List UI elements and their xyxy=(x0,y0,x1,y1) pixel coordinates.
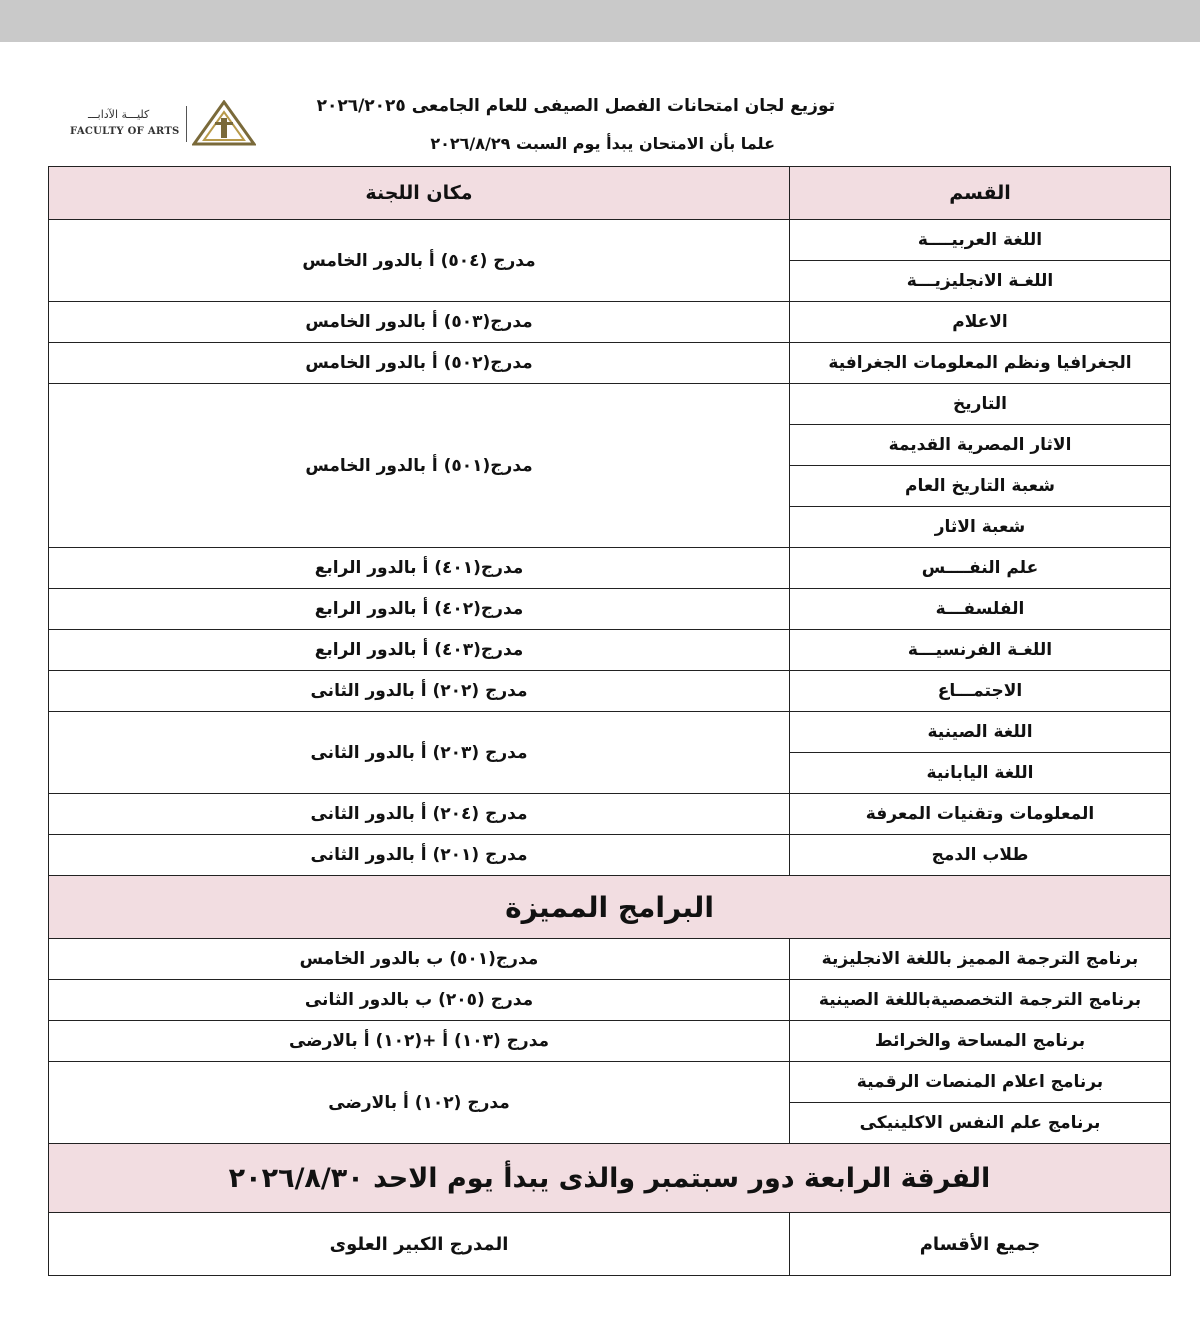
program-cell: برنامج المساحة والخرائط xyxy=(790,1021,1171,1062)
place-cell: مدرج (١٠٣) أ +(١٠٢) أ بالارضى xyxy=(49,1021,790,1062)
department-cell: اللغـة الفرنسيـــة xyxy=(790,630,1171,671)
section-row-fourth-year xyxy=(49,1144,1171,1213)
table-row xyxy=(49,589,1171,630)
faculty-emblem-icon xyxy=(192,100,256,148)
table-row xyxy=(49,712,1171,753)
table-row xyxy=(49,343,1171,384)
program-cell: برنامج اعلام المنصات الرقمية xyxy=(790,1062,1171,1103)
department-cell: اللغة اليابانية xyxy=(790,753,1171,794)
top-bar xyxy=(0,0,1200,42)
exam-schedule-table xyxy=(48,166,1171,1276)
place-cell: مدرج (٢٠١) أ بالدور الثانى xyxy=(49,835,790,876)
logo-arabic-text: كليـــة الآدابـــ xyxy=(88,108,150,121)
department-cell: طلاب الدمج xyxy=(790,835,1171,876)
place-cell: مدرج(٥٠٣) أ بالدور الخامس xyxy=(49,302,790,343)
department-cell: الاجتمـــاع xyxy=(790,671,1171,712)
department-cell: اللغـة الانجليزيـــة xyxy=(790,261,1171,302)
table-row xyxy=(49,302,1171,343)
department-cell: شعبة التاريخ العام xyxy=(790,466,1171,507)
place-cell: مدرج(٤٠١) أ بالدور الرابع xyxy=(49,548,790,589)
department-cell: الجغرافيا ونظم المعلومات الجغرافية xyxy=(790,343,1171,384)
place-cell: مدرج(٥٠١) أ بالدور الخامس xyxy=(49,384,790,548)
department-cell: المعلومات وتقنيات المعرفة xyxy=(790,794,1171,835)
title-line-1: توزيع لجان امتحانات الفصل الصيفى للعام الجامعى ٢٠٢٦/٢٠٢٥ xyxy=(316,96,835,116)
place-cell: مدرج (١٠٢) أ بالارضى xyxy=(49,1062,790,1144)
department-cell: التاريخ xyxy=(790,384,1171,425)
table-row xyxy=(49,1213,1171,1276)
department-cell: الاثار المصرية القديمة xyxy=(790,425,1171,466)
department-cell: شعبة الاثار xyxy=(790,507,1171,548)
table-row xyxy=(49,980,1171,1021)
table-row xyxy=(49,384,1171,425)
table-row xyxy=(49,939,1171,980)
program-cell: برنامج الترجمة التخصصيةباللغة الصينية xyxy=(790,980,1171,1021)
department-cell: اللغة العربيــــة xyxy=(790,220,1171,261)
place-cell: مدرج (٥٠٤) أ بالدور الخامس xyxy=(49,220,790,302)
table-row xyxy=(49,548,1171,589)
document-header xyxy=(0,90,1200,160)
featured-programs-heading: البرامج المميزة xyxy=(49,876,1171,939)
table-row xyxy=(49,1062,1171,1103)
place-cell: مدرج(٥٠١) ب بالدور الخامس xyxy=(49,939,790,980)
table-header-row xyxy=(49,167,1171,220)
place-cell: مدرج(٤٠٣) أ بالدور الرابع xyxy=(49,630,790,671)
place-cell: مدرج (٢٠٣) أ بالدور الثانى xyxy=(49,712,790,794)
place-cell: مدرج(٤٠٢) أ بالدور الرابع xyxy=(49,589,790,630)
table-row xyxy=(49,1021,1171,1062)
place-cell: مدرج (٢٠٢) أ بالدور الثانى xyxy=(49,671,790,712)
place-cell: مدرج (٢٠٤) أ بالدور الثانى xyxy=(49,794,790,835)
program-cell: برنامج علم النفس الاكلينيكى xyxy=(790,1103,1171,1144)
department-cell: جميع الأقسام xyxy=(790,1213,1171,1276)
faculty-logo xyxy=(60,100,260,150)
logo-separator xyxy=(186,106,187,142)
table-row xyxy=(49,220,1171,261)
section-row-featured xyxy=(49,876,1171,939)
header-department: القسم xyxy=(790,167,1171,220)
place-cell: مدرج(٥٠٢) أ بالدور الخامس xyxy=(49,343,790,384)
place-cell: المدرج الكبير العلوى xyxy=(49,1213,790,1276)
title-line-2: علما بأن الامتحان يبدأ يوم السبت ٢٠٢٦/٨/٢٩ xyxy=(430,134,775,153)
header-place: مكان اللجنة xyxy=(49,167,790,220)
table-row xyxy=(49,835,1171,876)
place-cell: مدرج (٢٠٥) ب بالدور الثانى xyxy=(49,980,790,1021)
department-cell: علم النفــــس xyxy=(790,548,1171,589)
department-cell: الفلسفـــة xyxy=(790,589,1171,630)
table-row xyxy=(49,630,1171,671)
logo-english-text: FACULTY OF ARTS xyxy=(70,126,180,137)
program-cell: برنامج الترجمة المميز باللغة الانجليزية xyxy=(790,939,1171,980)
department-cell: الاعلام xyxy=(790,302,1171,343)
table-row xyxy=(49,671,1171,712)
department-cell: اللغة الصينية xyxy=(790,712,1171,753)
table-row xyxy=(49,794,1171,835)
fourth-year-heading: الفرقة الرابعة دور سبتمبر والذى يبدأ يوم الاحد ٢٠٢٦/٨/٣٠ xyxy=(49,1144,1171,1213)
